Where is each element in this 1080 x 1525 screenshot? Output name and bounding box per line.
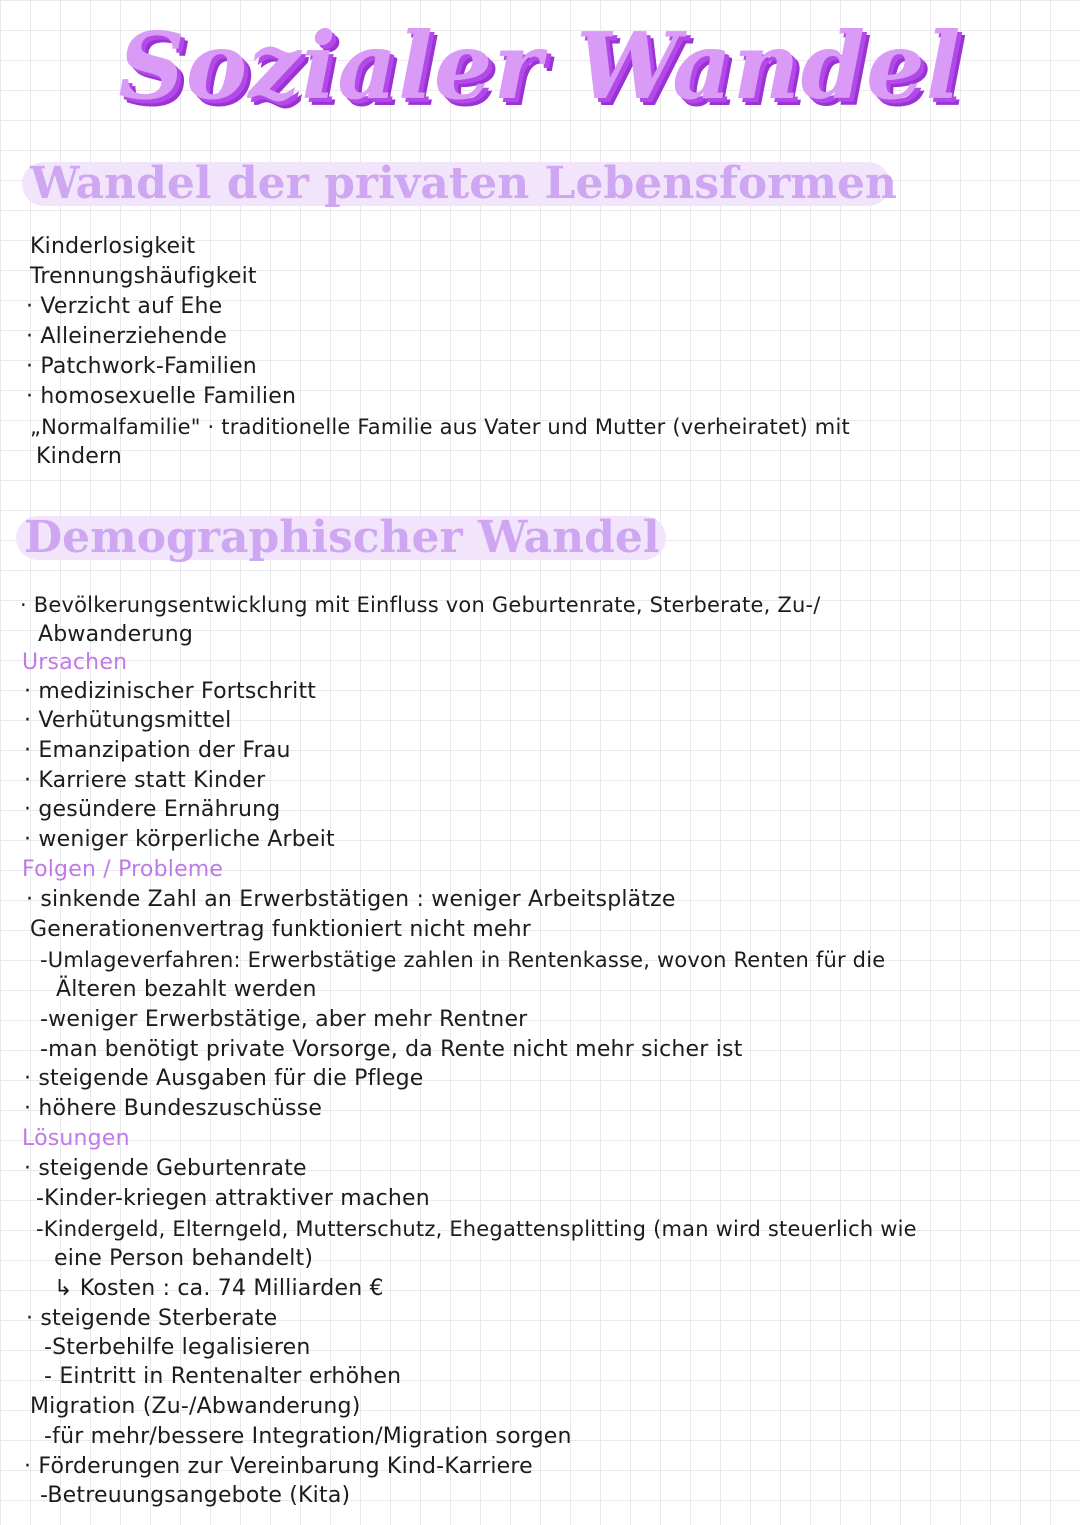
note-line: · Förderungen zur Vereinbarung Kind-Karriere <box>24 1454 533 1479</box>
section-heading-text: Wandel der privaten Lebensformen <box>30 158 897 209</box>
page-title: Sozialer Wandel <box>118 12 962 120</box>
note-line: -Kindergeld, Elterngeld, Mutterschutz, Ehegattensplitting (man wird steuerlich wie <box>36 1217 917 1241</box>
section-heading-demographie <box>16 512 666 564</box>
subheading-ursachen: Ursachen <box>22 650 128 675</box>
note-line: -weniger Erwerbstätige, aber mehr Rentner <box>40 1007 528 1032</box>
note-line: „Normalfamilie" · traditionelle Familie aus Vater und Mutter (verheiratet) mit <box>30 415 850 439</box>
note-line: · medizinischer Fortschritt <box>24 679 317 704</box>
note-line: Trennungshäufigkeit <box>30 264 257 289</box>
note-line: eine Person behandelt) <box>54 1246 314 1271</box>
note-line: Generationenvertrag funktioniert nicht mehr <box>30 917 532 942</box>
note-line: · Karriere statt Kinder <box>24 768 266 793</box>
note-line: Älteren bezahlt werden <box>56 977 317 1002</box>
note-line: ↳ Kosten : ca. 74 Milliarden € <box>54 1276 384 1301</box>
note-line: · Verhütungsmittel <box>24 708 232 733</box>
note-line: Migration (Zu-/Abwanderung) <box>30 1394 361 1419</box>
note-line: · sinkende Zahl an Erwerbstätigen : weniger Arbeitsplätze <box>26 887 676 912</box>
note-line: -man benötigt private Vorsorge, da Rente nicht mehr sicher ist <box>40 1037 743 1062</box>
note-line: · höhere Bundeszuschüsse <box>24 1096 323 1121</box>
note-line: · Bevölkerungsentwicklung mit Einfluss von Geburtenrate, Sterberate, Zu-/ <box>20 593 821 617</box>
note-line: · gesündere Ernährung <box>24 797 281 822</box>
note-line: -Kinder-kriegen attraktiver machen <box>36 1186 430 1211</box>
note-line: · Patchwork-Familien <box>26 354 257 379</box>
subheading-loesungen: Lösungen <box>22 1126 130 1151</box>
note-line: -für mehr/bessere Integration/Migration sorgen <box>44 1424 572 1449</box>
note-line: · Emanzipation der Frau <box>24 738 291 763</box>
note-line: · steigende Ausgaben für die Pflege <box>24 1066 424 1091</box>
note-line: Kindern <box>36 444 122 469</box>
note-line: -Betreuungsangebote (Kita) <box>40 1483 351 1508</box>
note-line: · steigende Sterberate <box>26 1306 278 1331</box>
note-line: · Verzicht auf Ehe <box>26 294 223 319</box>
subheading-folgen: Folgen / Probleme <box>22 857 224 882</box>
note-line: Kinderlosigkeit <box>30 234 196 259</box>
note-line: · homosexuelle Familien <box>26 384 297 409</box>
note-line: - Eintritt in Rentenalter erhöhen <box>44 1364 402 1389</box>
note-line: · weniger körperliche Arbeit <box>24 827 335 852</box>
note-line: · Alleinerziehende <box>26 324 228 349</box>
note-line: -Sterbehilfe legalisieren <box>44 1335 311 1360</box>
note-line: · steigende Geburtenrate <box>24 1156 307 1181</box>
section-heading-text: Demographischer Wandel <box>24 512 660 563</box>
section-heading-lebensformen <box>22 158 897 210</box>
note-line: -Umlageverfahren: Erwerbstätige zahlen in Rentenkasse, wovon Renten für die <box>40 948 886 972</box>
note-line: Abwanderung <box>38 622 194 647</box>
